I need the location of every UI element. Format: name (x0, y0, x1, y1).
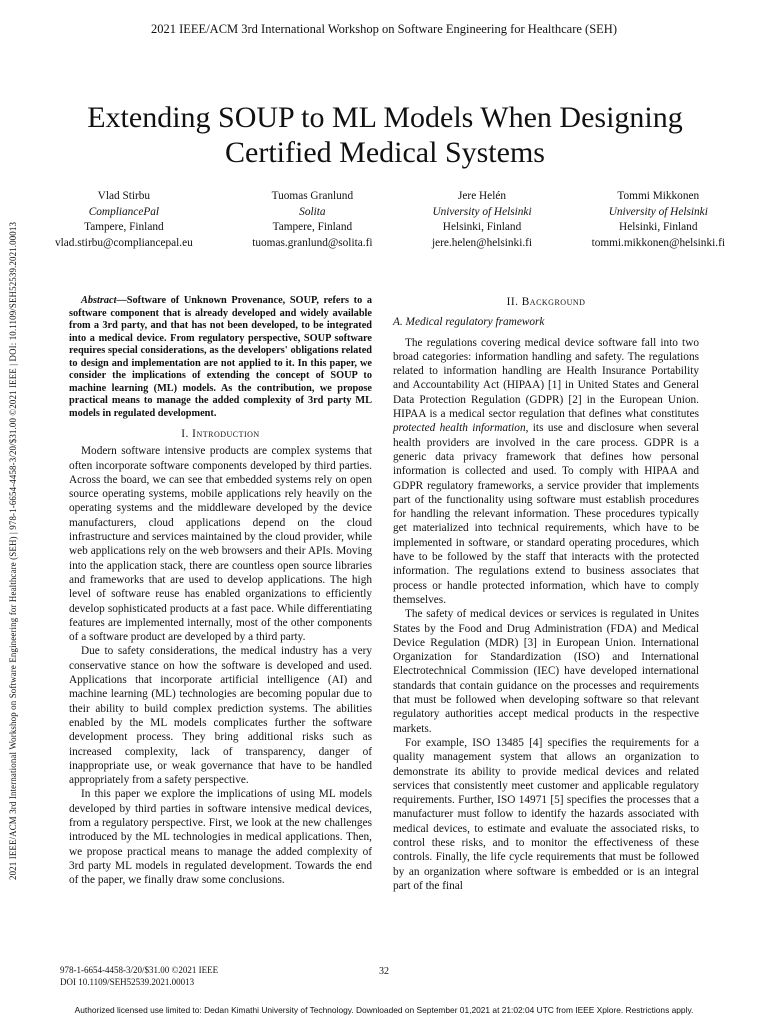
author-affiliation: University of Helsinki (432, 205, 532, 218)
author-email: jere.helen@helsinki.fi (431, 236, 533, 249)
paragraph (393, 336, 699, 608)
conference-header: 2021 IEEE/ACM 3rd International Workshop on Software Engineering for Healthcare (SEH) (151, 22, 617, 36)
author-list (55, 189, 725, 251)
page-number: 32 (379, 966, 389, 977)
author-affiliation: CompliancePal (88, 205, 160, 218)
author-block (252, 189, 372, 251)
abstract (69, 295, 372, 420)
paragraph: Modern software intensive products are complex systems that often incorporate software components developed by third parties. Across the board, we can see that embedded systems rely on open source operating systems, mobile applications rely heavily on the operating systems and the middleware developed by the device manufacturers, cloud applications depend on the cloud infrastructure and services maintained by the cloud provider, while web applications rely on the web browsers and their APIs. Moving into the application stack, there are countless open source libraries and frameworks that are used to develop applications. The high level of software reuse has enabled organizations to efficiently develop sophisticated products at a fast pace. While differentiating features are implemented internally, most of the other components of a software product are developed by a third party. (69, 445, 372, 644)
title-line-1: Extending SOUP to ML Models When Designing (87, 101, 683, 134)
right-column (393, 295, 699, 893)
paragraph: In this paper we explore the implications of using ML models developed by third parties in software intensive medical devices, from a regulatory perspective. First, we look at the new challenges introduced by the ML technologies in medical applications. Then, we propose practical means to manage the added complexity of 3rd party ML models in regulated development. Towards the end of the paper, we finally draw some conclusions. (69, 788, 372, 887)
author-email: vlad.stirbu@compliancepal.eu (55, 236, 193, 249)
section-heading-background: II. Background (506, 296, 586, 308)
title-line-2: Certified Medical Systems (225, 136, 545, 169)
author-name: Tuomas Granlund (271, 190, 354, 202)
paragraph: The safety of medical devices or services is regulated in Unites States by the Food and Drug Administration (FDA) and Medical Device Regulation (MDR) [3] in European Union. International Organization for Standardization (ISO) and International Electrotechnical Commission (IEC) have developed international standards that contain guidance on the processes and requirements that must be followed when developing software so that relevant regulatory authorities accept medical products in the respective markets. (393, 608, 699, 735)
author-name: Tommi Mikkonen (617, 190, 700, 202)
author-email: tuomas.granlund@solita.fi (252, 236, 373, 249)
author-block (432, 189, 532, 251)
paper-title (40, 100, 730, 170)
footer-doi: DOI 10.1109/SEH52539.2021.00013 (60, 977, 195, 987)
paragraph-text: , its use and disclosure when several health providers are involved in the care process. GDPR is a generic data privacy framework that defines how personal information is collected and used. To comply with HIPAA and GDPR regulatory frameworks, a service provider that implements part of the functionality using software must establish procedures for handling the relevant information. These procedures typically get materialized into technical requirements, which have to be implemented in software, or standard operating procedures, which have to be followed by the staff that interacts with the protected information. The regulations extend to business associates that process or handle protected information, which have to comply themselves. (393, 422, 699, 606)
section-heading-introduction: I. Introduction (181, 428, 260, 440)
author-location: Helsinki, Finland (619, 221, 698, 233)
abstract-text: —Software of Unknown Provenance, SOUP, refers to a software component that is already developed and widely available from a 3rd party, and that has not been developed, to be integrated into a medical device. From regulatory perspective, SOUP software requires special considerations, as the developers' obligations related to design and implementation are not applied to it. In this paper, we consider the implications of extending the concept of SOUP to machine learning (ML) models. As the contribution, we propose practical means to manage the added complexity of 3rd party ML models in regulated development. (69, 295, 372, 419)
subsection-heading: A. Medical regulatory framework (393, 316, 545, 329)
emphasis-text: protected health information (393, 422, 526, 435)
paragraph-text: The regulations covering medical device software fall into two broad categories: information handling and safety. The regulations related to information handling are Health Insurance Portability and Accountability Act (HIPAA) [1] in United States and General Data Protection Regulation (GDPR) [2] in the European Union. HIPAA is a medical sector regulation that defines what constitutes (393, 336, 699, 421)
sidebar-citation (8, 140, 22, 880)
author-email: tommi.mikkonen@helsinki.fi (591, 236, 725, 249)
author-affiliation: University of Helsinki (608, 205, 708, 218)
sidebar-citation-text: 2021 IEEE/ACM 3rd International Workshop on Software Engineering for Healthcare (SEH) | 978-1-6654-4458-3/20/$31.00 ©2021 IEEE | DOI: 10.1109/SEH52539.2021.00013 (8, 221, 18, 880)
license-notice: Authorized licensed use limited to: Dedan Kimathi University of Technology. Downloaded on September 01,2021 at 21:02:04 UTC from IEEE Xplore. Restrictions apply. (74, 1005, 694, 1015)
left-column (69, 295, 372, 888)
author-block (592, 189, 725, 251)
footer-isbn: 978-1-6654-4458-3/20/$31.00 ©2021 IEEE (60, 965, 219, 975)
author-location: Tampere, Finland (84, 221, 164, 233)
author-location: Tampere, Finland (272, 221, 353, 233)
abstract-label: Abstract (81, 295, 117, 306)
author-name: Vlad Stirbu (97, 190, 151, 202)
author-name: Jere Helén (458, 190, 506, 202)
paragraph: For example, ISO 13485 [4] specifies the requirements for a quality management system that allows an organization to demonstrate its ability to provide medical devices and related services that consistently meet customer and applicable regulatory requirements. Further, ISO 14971 [5] specifies the processes that a manufacturer must follow to identify the hazards associated with medical devices, to estimate and evaluate the associated risks, to control these risks, and to monitor the effectiveness of these controls. Finally, the life cycle requirements that must be followed by an organization where software is embedded or is an integral part of the final (393, 736, 699, 892)
author-location: Helsinki, Finland (442, 221, 522, 233)
paragraph: Due to safety considerations, the medical industry has a very conservative stance on how the software is developed and used. Applications that incorporate artificial intelligence (AI) and machine learning (ML) technologies are becoming popular due to their ability to build complex prediction systems. The abilities enabled by the ML models complicates further the software development process. They bring additional risks such as increased complexity, lack of transparency, danger of inappropriate use, or weak governance that have to be handled appropriately from a safety perspective. (69, 645, 372, 787)
author-block (55, 189, 193, 251)
author-affiliation: Solita (299, 205, 326, 218)
